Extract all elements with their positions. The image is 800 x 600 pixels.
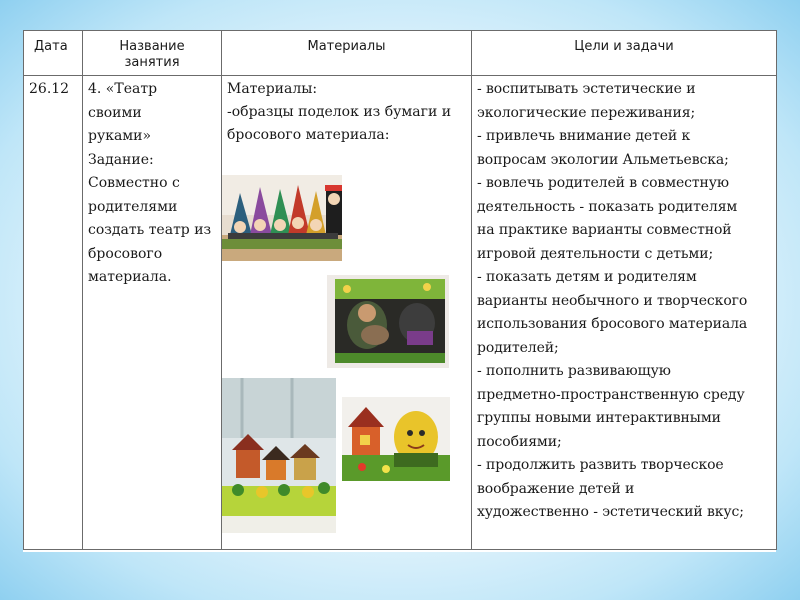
header-title-line: Название <box>119 39 185 54</box>
goal-line: - воспитывать эстетические и <box>477 81 696 97</box>
goal-line: игровой деятельности с детьми; <box>477 245 714 262</box>
goal-line: вопросам экологии Альметьевска; <box>477 151 729 168</box>
goal-line: - вовлечь родителей в совместную <box>477 175 730 191</box>
header-materials: Материалы <box>222 31 472 76</box>
craft-photos <box>227 147 467 527</box>
lesson-title-line: 4. «Театр <box>88 81 158 97</box>
goal-line: предметно-пространственную среду <box>477 386 745 403</box>
goal-line: деятельность - показать родителям <box>477 198 738 215</box>
houses-photo <box>222 378 336 533</box>
materials-cell <box>222 76 472 550</box>
goal-line: варианты необычного и творческого <box>477 292 748 309</box>
gnomes-photo <box>222 175 342 261</box>
goal-line: - привлечь внимание детей к <box>477 128 691 144</box>
lesson-title-cell <box>83 76 222 550</box>
lesson-title-line: создать театр из <box>88 222 212 238</box>
goal-line: использования бросового материала <box>477 316 748 332</box>
goal-line: группы новыми интерактивными <box>477 410 721 426</box>
goal-line: пособиями; <box>477 433 562 450</box>
header-title <box>83 31 222 76</box>
materials-line: Материалы: <box>227 81 318 97</box>
goal-line: родителей; <box>477 339 559 356</box>
lesson-title-line: руками» <box>88 128 152 144</box>
lesson-title-line: материала. <box>88 269 172 285</box>
kolobok-photo <box>342 397 450 481</box>
goal-line: художественно - эстетический вкус; <box>477 504 744 520</box>
date-cell: 26.12 <box>24 76 83 550</box>
materials-line: -образцы поделок из бумаги и <box>227 104 452 120</box>
lesson-title-line: Совместно с <box>88 175 180 191</box>
header-title-line: занятия <box>124 55 180 70</box>
lesson-title-line: Задание: <box>88 151 154 168</box>
goal-line: - пополнить развивающую <box>477 363 671 379</box>
goal-line: на практике варианты совместной <box>477 222 732 238</box>
goal-line: экологические переживания; <box>477 104 696 121</box>
goal-line: - показать детям и родителям <box>477 269 697 285</box>
table-row <box>24 76 777 550</box>
puppet-theatre-photo <box>327 275 449 368</box>
lesson-plan-table <box>23 30 777 550</box>
header-date: Дата <box>24 31 83 76</box>
goal-line: воображение детей и <box>477 480 635 497</box>
goals-cell <box>472 76 777 550</box>
lesson-title-line: своими <box>88 104 142 121</box>
header-row <box>24 31 777 76</box>
slide <box>23 30 776 552</box>
lesson-title-line: родителями <box>88 198 178 215</box>
goal-line: - продолжить развить творческое <box>477 457 724 473</box>
materials-line: бросового материала: <box>227 127 390 143</box>
lesson-title-line: бросового <box>88 245 163 262</box>
header-goals: Цели и задачи <box>472 31 777 76</box>
